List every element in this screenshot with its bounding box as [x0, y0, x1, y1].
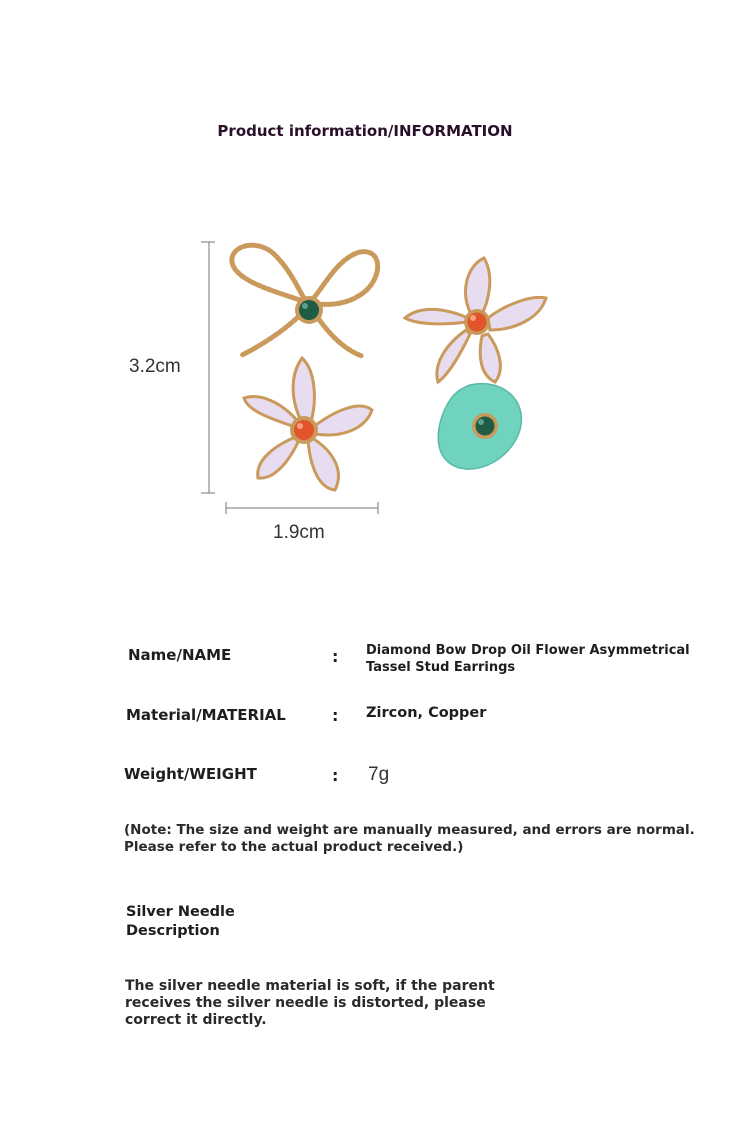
name-colon: :	[332, 647, 339, 666]
left-flower-stone	[290, 416, 318, 444]
right-flower-stone	[464, 309, 490, 335]
name-value: Diamond Bow Drop Oil Flower Asymmetrical Tassel Stud Earrings	[366, 643, 690, 675]
silver-needle-heading: Silver Needle Description	[126, 904, 235, 939]
material-colon: :	[332, 706, 339, 725]
material-value: Zircon, Copper	[366, 705, 487, 721]
name-label: Name/NAME	[128, 646, 232, 664]
page-title: Product information/INFORMATION	[217, 122, 513, 140]
weight-label: Weight/WEIGHT	[124, 765, 257, 783]
weight-colon: :	[332, 766, 339, 785]
material-label: Material/MATERIAL	[126, 706, 286, 724]
bow-stone	[295, 296, 323, 324]
silver-needle-text: The silver needle material is soft, if the parent receives the silver needle is distorted, please correct it directly.	[125, 978, 495, 1028]
leaf-drop	[438, 384, 521, 470]
height-dimension-line	[201, 242, 215, 493]
height-label: 3.2cm	[129, 356, 181, 377]
weight-value: 7g	[368, 764, 390, 785]
width-label: 1.9cm	[273, 522, 325, 543]
width-dimension-line	[226, 502, 378, 514]
measurement-note: (Note: The size and weight are manually measured, and errors are normal. Please refer to the actual product received.)	[124, 822, 695, 855]
